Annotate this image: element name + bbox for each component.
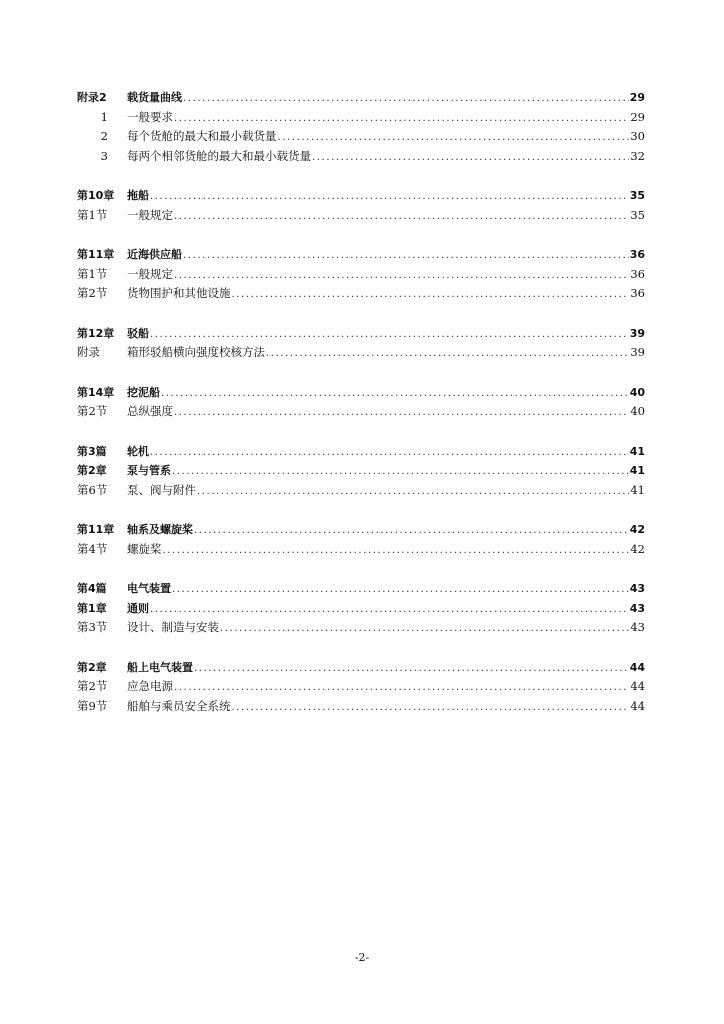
toc-entry-label: 第14章: [77, 385, 115, 399]
toc-entry-page: 41: [629, 464, 645, 477]
toc-entry-line: [127, 383, 645, 404]
toc-group: [77, 88, 645, 166]
toc-entry-title: 泵、阀与附件: [127, 482, 196, 497]
toc-entry-title: 船上电气装置: [127, 660, 193, 674]
toc-entry-label: 第4篇: [77, 582, 107, 595]
toc-entry-title: 箱形驳船横向强度校核方法: [127, 345, 265, 359]
toc-group: [77, 186, 645, 225]
toc-group: [77, 520, 645, 559]
page-number: -2-: [354, 951, 370, 964]
toc-entry-label: 第6节: [77, 482, 108, 497]
dot-leader: [278, 128, 630, 148]
toc-entry-page: 39: [629, 326, 645, 340]
dot-leader: [312, 148, 629, 168]
toc-entry-line: [127, 343, 645, 364]
toc-entry[interactable]: [77, 540, 645, 560]
toc-entry[interactable]: [77, 324, 645, 344]
toc-entry-line: [127, 520, 645, 541]
toc-entry-line: [127, 677, 645, 698]
toc-entry-title: 应急电源: [127, 679, 173, 693]
dot-leader: [172, 462, 629, 482]
toc-entry-page: 29: [629, 91, 645, 104]
toc-entry-line: [127, 127, 645, 148]
toc-entry[interactable]: [77, 108, 645, 128]
toc-entry-page: 36: [630, 286, 645, 300]
toc-entry[interactable]: [77, 284, 645, 304]
toc-entry-label: 第9节: [77, 698, 108, 713]
toc-entry[interactable]: [77, 579, 645, 599]
toc-entry[interactable]: [77, 658, 645, 678]
dot-leader: [197, 482, 629, 502]
toc-entry-label: 第3篇: [77, 444, 107, 458]
toc-group: [77, 245, 645, 304]
toc-entry-label: 第3节: [77, 620, 108, 634]
dot-leader: [183, 246, 629, 266]
dot-leader: [174, 207, 629, 227]
toc-group: [77, 442, 645, 501]
dot-leader: [174, 109, 629, 129]
toc-entry-line: [127, 697, 645, 718]
toc-entry-label: 附录: [77, 345, 100, 359]
toc-entry-page: 36: [629, 248, 645, 261]
toc-entry-title: 货物围护和其他设施: [127, 286, 231, 300]
toc-entry-line: [127, 108, 645, 129]
dot-leader: [161, 384, 629, 404]
toc-entry-page: 32: [630, 148, 645, 163]
toc-entry-label: 第2章: [77, 660, 107, 674]
toc-entry-label: 第2节: [77, 404, 108, 418]
dot-leader: [232, 285, 630, 305]
toc-entry-label: 2: [100, 129, 108, 143]
toc-entry-title: 螺旋桨: [127, 541, 162, 556]
toc-entry-label: 第4节: [77, 541, 108, 556]
toc-entry-page: 43: [629, 582, 645, 595]
toc-entry-title: 近海供应船: [127, 248, 182, 261]
toc-entry[interactable]: [77, 206, 645, 226]
toc-entry-page: 44: [629, 660, 645, 674]
dot-leader: [266, 344, 629, 364]
dot-leader: [183, 89, 629, 109]
dot-leader: [150, 600, 629, 620]
toc-entry-page: 43: [630, 620, 645, 634]
toc-entry-title: 船舶与乘员安全系统: [127, 698, 231, 713]
toc-entry-label: 第11章: [77, 523, 115, 536]
dot-leader: [194, 521, 629, 541]
toc-entry-page: 42: [629, 523, 645, 536]
toc-entry[interactable]: [77, 481, 645, 501]
toc-entry-page: 41: [630, 482, 645, 497]
toc-entry[interactable]: [77, 88, 645, 108]
toc-entry-line: [127, 599, 645, 620]
toc-entry-page: 39: [630, 345, 645, 359]
toc-entry-label: 第1节: [77, 266, 108, 281]
toc-entry-title: 每个货舱的最大和最小载货量: [127, 129, 277, 143]
toc-entry-label: 第10章: [77, 189, 115, 202]
toc-entry-title: 总纵强度: [127, 404, 173, 418]
toc-entry-page: 35: [629, 189, 645, 202]
toc-entry[interactable]: [77, 383, 645, 403]
toc-entry-line: [127, 265, 645, 286]
dot-leader: [174, 266, 629, 286]
toc-entry-title: 载货量曲线: [127, 91, 182, 104]
toc-entry-line: [127, 88, 645, 109]
toc-entry-line: [127, 618, 645, 639]
toc-entry-title: 轴系及螺旋桨: [127, 523, 193, 536]
toc-entry-line: [127, 442, 645, 463]
toc-entry-label: 第1章: [77, 601, 107, 615]
toc-entry-page: 30: [630, 129, 645, 143]
dot-leader: [232, 698, 630, 718]
toc-entry-label: 附录2: [77, 91, 107, 104]
dot-leader: [194, 659, 629, 679]
toc-entry[interactable]: [77, 697, 645, 717]
toc-entry-page: 42: [630, 541, 645, 556]
toc-entry[interactable]: [77, 265, 645, 285]
dot-leader: [172, 580, 629, 600]
dot-leader: [150, 443, 629, 463]
toc-entry-label: 第12章: [77, 326, 115, 340]
toc-entry[interactable]: [77, 127, 645, 147]
toc-entry[interactable]: [77, 186, 645, 206]
toc-entry[interactable]: [77, 402, 645, 422]
toc-entry[interactable]: [77, 677, 645, 697]
toc-entry-title: 电气装置: [127, 582, 171, 595]
toc-entry-page: 40: [629, 385, 645, 399]
toc-entry-title: 拖船: [127, 189, 149, 202]
toc-entry[interactable]: [77, 520, 645, 540]
toc-entry-line: [127, 402, 645, 423]
toc-entry-title: 挖泥船: [127, 385, 160, 399]
dot-leader: [174, 678, 629, 698]
toc-entry-title: 泵与管系: [127, 464, 171, 477]
toc-entry-title: 设计、制造与安装: [127, 620, 219, 634]
toc-entry-page: 44: [630, 679, 645, 693]
toc-entry-page: 41: [629, 444, 645, 458]
toc-entry[interactable]: [77, 618, 645, 638]
toc-entry[interactable]: [77, 343, 645, 363]
toc-entry-page: 36: [630, 266, 645, 281]
toc-entry-title: 一般规定: [127, 266, 173, 281]
toc-group: [77, 383, 645, 422]
toc-entry-line: [127, 540, 645, 561]
toc-entry[interactable]: [77, 461, 645, 481]
toc-entry-label: 第2章: [77, 464, 107, 477]
toc-entry-page: 40: [630, 404, 645, 418]
toc-entry-line: [127, 186, 645, 207]
toc-entry-label: 1: [100, 109, 108, 124]
toc-entry-title: 轮机: [127, 444, 149, 458]
toc-entry-title: 每两个相邻货舱的最大和最小载货量: [127, 148, 311, 163]
toc-entry-line: [127, 579, 645, 600]
toc-entry[interactable]: [77, 245, 645, 265]
toc-group: [77, 658, 645, 717]
toc-entry-page: 43: [629, 601, 645, 615]
toc-entry-label: 第1节: [77, 207, 108, 222]
toc-entry-label: 第2节: [77, 286, 108, 300]
toc-entry-line: [127, 147, 645, 168]
dot-leader: [174, 403, 629, 423]
toc-entry-page: 44: [630, 698, 645, 713]
toc-entry[interactable]: [77, 599, 645, 619]
dot-leader: [150, 325, 629, 345]
toc-entry[interactable]: [77, 147, 645, 167]
toc-entry-line: [127, 245, 645, 266]
toc-group: [77, 324, 645, 363]
toc-entry-line: [127, 461, 645, 482]
toc-group: [77, 579, 645, 638]
toc-entry-page: 35: [630, 207, 645, 222]
toc-entry-line: [127, 658, 645, 679]
toc-entry-title: 驳船: [127, 326, 149, 340]
toc-entry-line: [127, 324, 645, 345]
toc-entry-line: [127, 481, 645, 502]
toc-entry-line: [127, 206, 645, 227]
dot-leader: [220, 619, 629, 639]
toc-entry-title: 通则: [127, 601, 149, 615]
toc-entry-title: 一般要求: [127, 109, 173, 124]
toc-entry-title: 一般规定: [127, 207, 173, 222]
toc-entry-page: 29: [630, 109, 645, 124]
table-of-contents: [77, 88, 645, 736]
toc-entry-label: 第2节: [77, 679, 108, 693]
toc-entry-label: 第11章: [77, 248, 115, 261]
toc-entry-label: 3: [100, 148, 108, 163]
dot-leader: [163, 541, 630, 561]
toc-entry[interactable]: [77, 442, 645, 462]
dot-leader: [150, 187, 629, 207]
toc-entry-line: [127, 284, 645, 305]
